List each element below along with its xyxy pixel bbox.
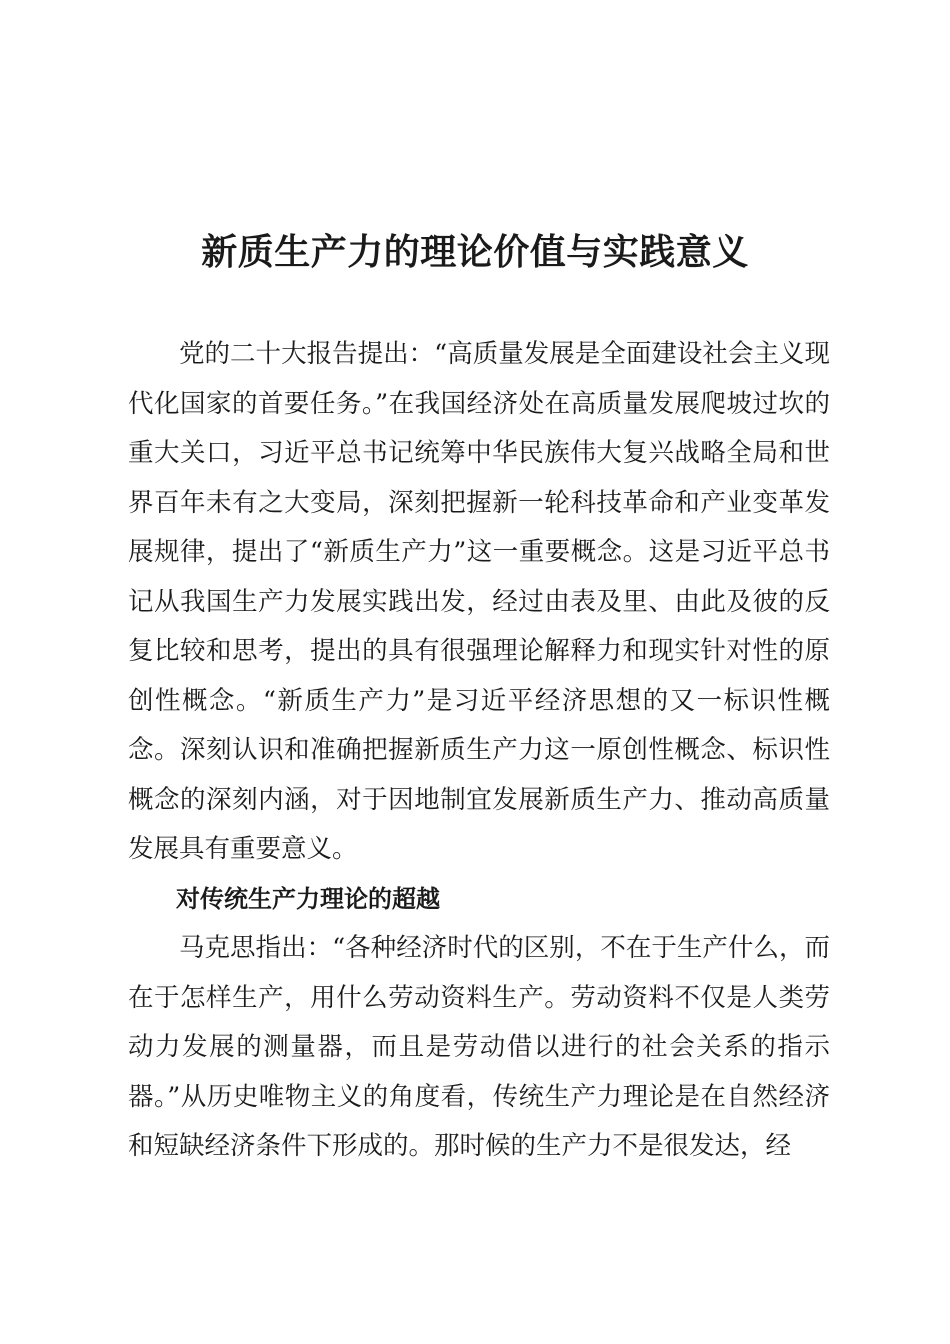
section-paragraph: 马克思指出：“各种经济时代的区别，不在于生产什么，而在于怎样生产，用什么劳动资料生产。劳动资料不仅是人类劳动力发展的测量器，而且是劳动借以进行的社会关系的指示器。”从历史唯物主义的角度看，传统生产力理论是在自然经济和短缺经济条件下形成的。那时候的生产力不是很发达，经 xyxy=(128,933,830,1161)
intro-paragraph: 党的二十大报告提出：“高质量发展是全面建设社会主义现代化国家的首要任务。”在我国经济处在高质量发展爬坡过坎的重大关口，习近平总书记统筹中华民族伟大复兴战略全局和世界百年未有之大变局，深刻把握新一轮科技革命和产业变革发展规律，提出了“新质生产力”这一重要概念。这是习近平总书记从我国生产力发展实践出发，经过由表及里、由此及彼的反复比较和思考，提出的具有很强理论解释力和现实针对性的原创性概念。“新质生产力”是习近平经济思想的又一标识性概念。深刻认识和准确把握新质生产力这一原创性概念、标识性概念的深刻内涵，对于因地制宜发展新质生产力、推动高质量发展具有重要意义。 xyxy=(128,339,830,864)
document-title: 新质生产力的理论价值与实践意义 xyxy=(201,231,749,273)
section-heading: 对传统生产力理论的超越 xyxy=(176,884,440,913)
document-body xyxy=(128,330,830,1172)
